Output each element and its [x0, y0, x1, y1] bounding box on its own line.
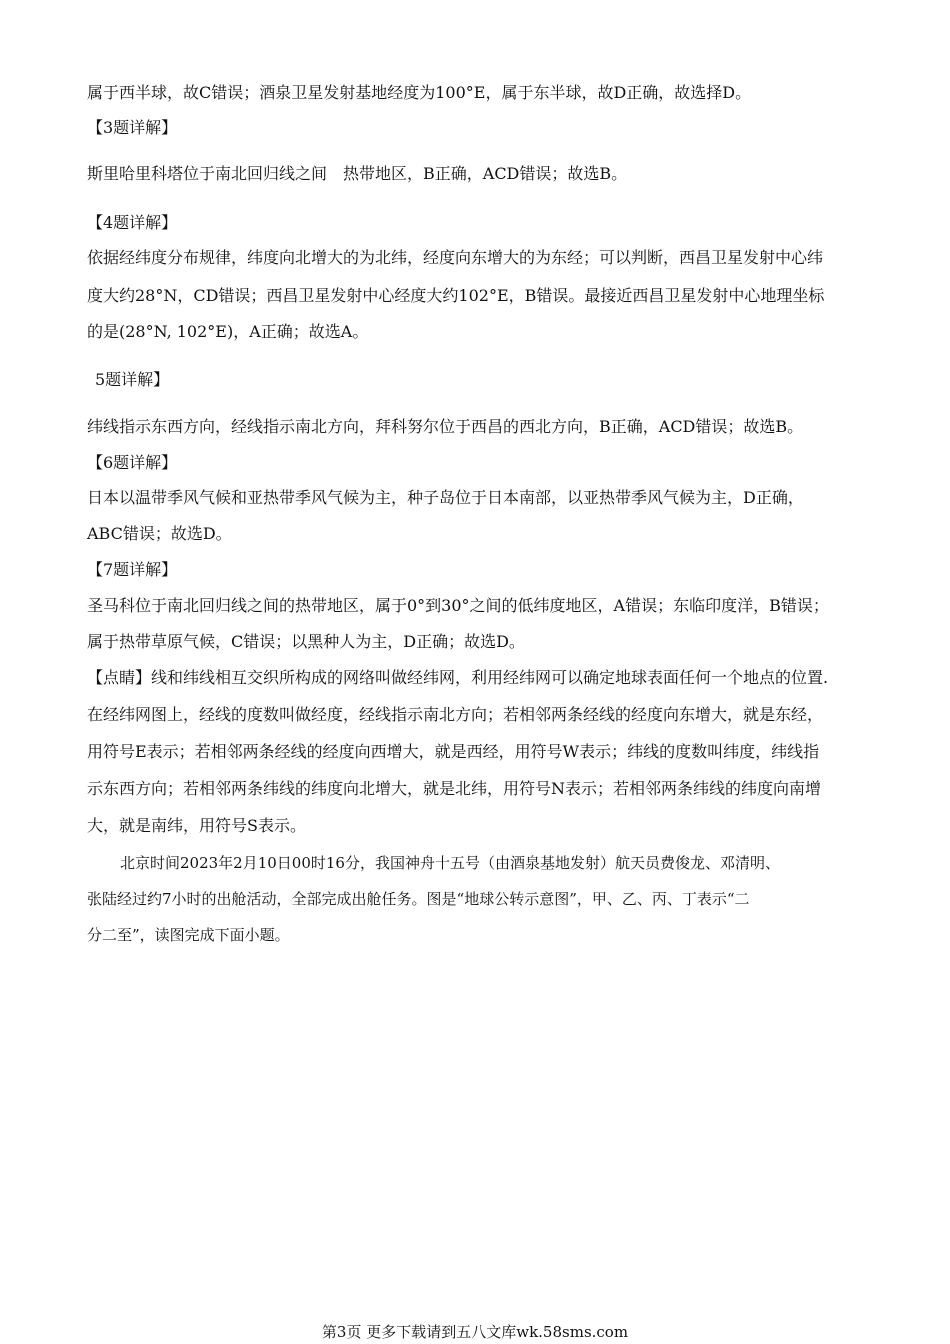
tip-line: 在经纬网图上，经线的度数叫做经度，经线指示南北方向；若相邻两条经线的经度向东增大，就是东经，: [87, 705, 824, 724]
page-footer: 第3页 更多下载请到五八文库wk.58sms.com: [321, 1323, 629, 1341]
tip-line: 【点睛】线和纬线相互交织所构成的网络叫做经纬网，利用经纬网可以确定地球表面任何一个地点的位置.: [87, 668, 829, 687]
tip-line: 大，就是南纬，用符号S表示。: [87, 816, 306, 835]
text-line: 度大约28°N，CD错误；西昌卫星发射中心经度大约102°E，B错误。最接近西昌卫星发射中心地理坐标: [87, 286, 825, 305]
text-line: 纬线指示东西方向，经线指示南北方向，拜科努尔位于西昌的西北方向，B正确，ACD错误；故选B。: [87, 417, 804, 436]
text-line: ABC错误；故选D。: [87, 524, 232, 543]
question-intro-line: 北京时间2023年2月10日00时16分，我国神舟十五号（由酒泉基地发射）航天员费俊龙、邓清明、: [120, 854, 780, 872]
text-line: 斯里哈里科塔位于南北回归线之间 热带地区，B正确，ACD错误；故选B。: [87, 164, 628, 183]
text-line: 圣马科位于南北回归线之间的热带地区，属于0°到30°之间的低纬度地区，A错误；东临印度洋，B错误；: [87, 596, 829, 615]
text-line: 的是(28°N, 102°E)，A正确；故选A。: [87, 322, 369, 341]
section-heading-3: 【3题详解】: [87, 118, 178, 137]
question-intro-line: 张陆经过约7小时的出舱活动，全部完成出舱任务。图是“地球公转示意图”，甲、乙、丙、丁表示“二: [87, 890, 750, 908]
section-heading-6: 【6题详解】: [87, 453, 178, 472]
question-intro-line: 分二至”，读图完成下面小题。: [87, 926, 290, 944]
section-heading-5: 5题详解】: [95, 370, 170, 389]
text-line: 属于西半球，故C错误；酒泉卫星发射基地经度为100°E，属于东半球，故D正确，故选择D。: [87, 83, 752, 102]
text-line: 属于热带草原气候，C错误；以黑种人为主，D正确；故选D。: [87, 632, 525, 651]
tip-line: 示东西方向；若相邻两条纬线的纬度向北增大，就是北纬，用符号N表示；若相邻两条纬线的纬度向南增: [87, 779, 822, 798]
text-line: 依据经纬度分布规律，纬度向北增大的为北纬，经度向东增大的为东经；可以判断，西昌卫星发射中心纬: [87, 248, 824, 267]
section-heading-7: 【7题详解】: [87, 560, 178, 579]
section-heading-4: 【4题详解】: [87, 213, 178, 232]
text-line: 日本以温带季风气候和亚热带季风气候为主，种子岛位于日本南部，以亚热带季风气候为主，D正确，: [87, 488, 804, 507]
tip-line: 用符号E表示；若相邻两条经线的经度向西增大，就是西经，用符号W表示；纬线的度数叫纬度，纬线指: [87, 742, 820, 761]
